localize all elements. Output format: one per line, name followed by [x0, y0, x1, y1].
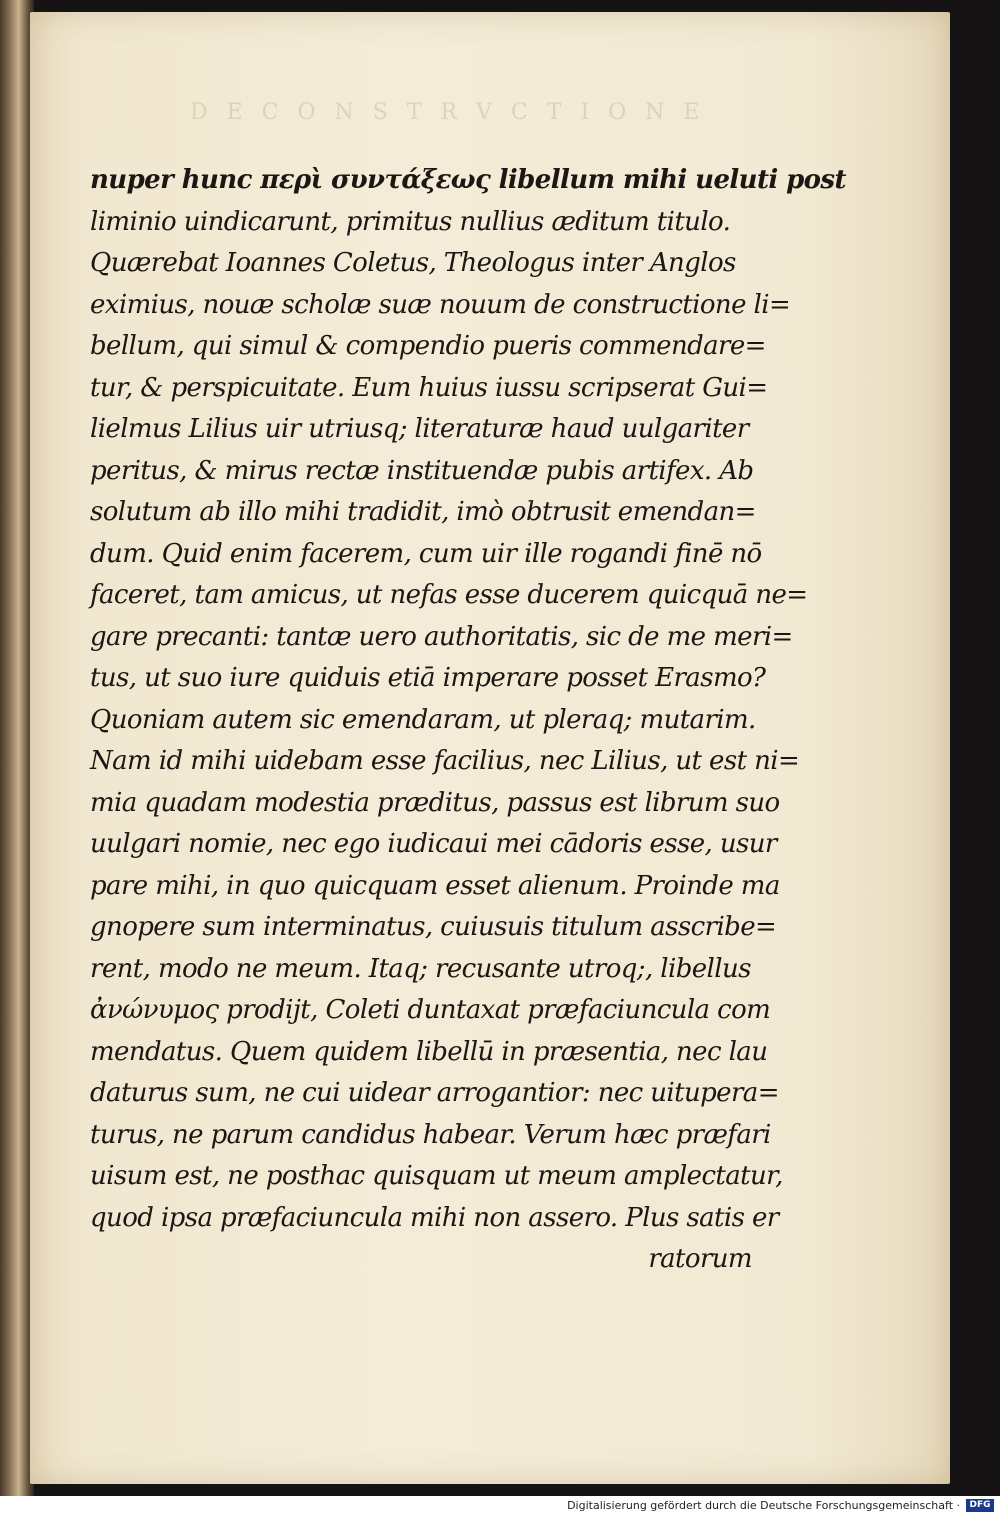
- dfg-logo-icon: DFG: [966, 1499, 994, 1512]
- text-line: mendatus. Quem quidem libellū in præsentia, nec lau: [90, 1036, 768, 1067]
- text-line: Quoniam autem sic emendaram, ut pleraq; mutarim.: [90, 704, 756, 735]
- text-line: dum. Quid enim facerem, cum uir ille rogandi finē nō: [90, 538, 762, 569]
- text-line: turus, ne parum candidus habear. Verum hæc præfari: [90, 1119, 771, 1150]
- text-line: daturus sum, ne cui uidear arrogantior: nec uitupera=: [90, 1078, 779, 1108]
- text-block: [90, 160, 846, 1281]
- text-line: nuper hunc περὶ συντάξεως libellum mihi ueluti post: [90, 165, 846, 195]
- text-line: lielmus Lilius uir utriusq; literaturæ haud uulgariter: [90, 414, 749, 444]
- footer-bar: [0, 1496, 1000, 1516]
- book-edge: [0, 0, 34, 1496]
- text-line: gnopere sum interminatus, cuiusuis titulum asscribe=: [90, 912, 777, 942]
- catchword: ratorum: [648, 1244, 752, 1274]
- text-line: mia quadam modestia præditus, passus est librum suo: [90, 787, 780, 818]
- text-line: Nam id mihi uidebam esse facilius, nec Lilius, ut est ni=: [90, 746, 800, 776]
- text-line: bellum, qui simul & compendio pueris commendare=: [90, 331, 766, 361]
- text-line: uulgari nomie, nec ego iudicaui mei cādoris esse, usur: [90, 829, 777, 859]
- text-line: rent, modo ne meum. Itaq; recusante utroq;, libellus: [90, 953, 751, 984]
- funding-credit: Digitalisierung gefördert durch die Deutsche Forschungsgemeinschaft ·: [567, 1499, 960, 1512]
- text-line: quod ipsa præfaciuncula mihi non assero. Plus satis er: [90, 1202, 779, 1233]
- text-line: tus, ut suo iure quiduis etiā imperare posset Erasmo?: [90, 663, 766, 693]
- text-line: uisum est, ne posthac quisquam ut meum amplectatur,: [90, 1161, 783, 1191]
- text-line: peritus, & mirus rectæ instituendæ pubis artifex. Ab: [90, 455, 754, 486]
- text-line: liminio uindicarunt, primitus nullius æditum titulo.: [90, 206, 731, 237]
- book-page: [30, 12, 950, 1484]
- bleed-through-heading: D E C O N S T R V C T I O N E: [190, 100, 706, 125]
- text-line: pare mihi, in quo quicquam esset alienum. Proinde ma: [90, 870, 780, 901]
- text-line: faceret, tam amicus, ut nefas esse ducerem quicquā ne=: [90, 580, 808, 610]
- text-line: ἀνώνυμος prodijt, Coleti duntaxat præfaciuncula com: [90, 995, 771, 1025]
- text-line: gare precanti: tantæ uero authoritatis, sic de me meri=: [90, 621, 793, 652]
- text-line: eximius, nouæ scholæ suæ nouum de constructione li=: [90, 289, 791, 320]
- text-line: Quærebat Ioannes Coletus, Theologus inter Anglos: [90, 248, 736, 278]
- text-line: tur, & perspicuitate. Eum huius iussu scripserat Gui=: [90, 372, 768, 403]
- text-line: solutum ab illo mihi tradidit, imò obtrusit emendan=: [90, 497, 756, 527]
